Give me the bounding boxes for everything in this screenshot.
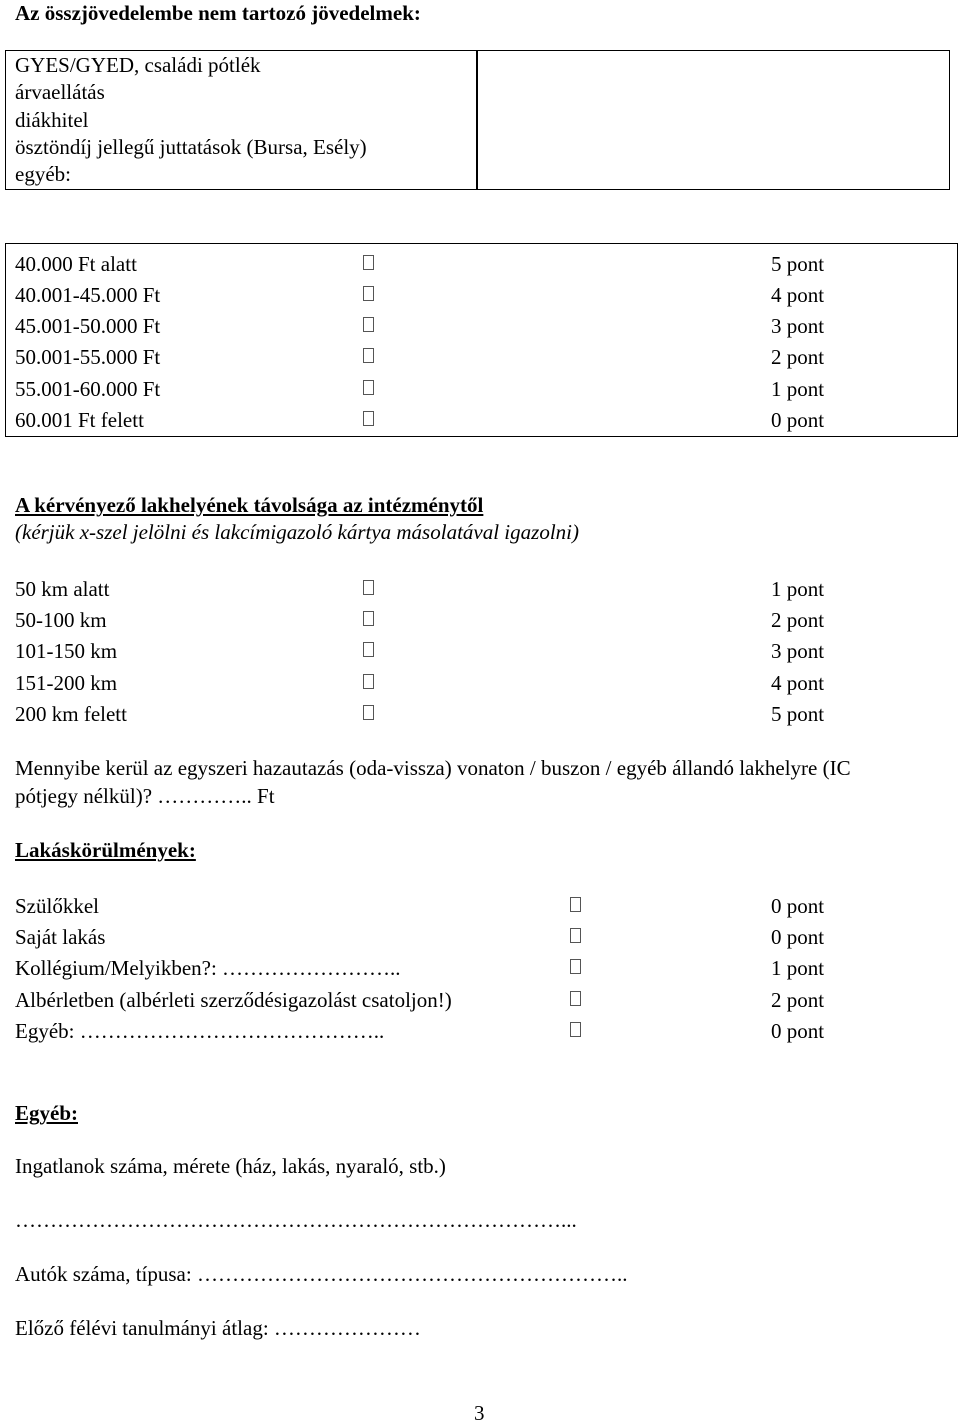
distance-checkbox[interactable]	[363, 580, 374, 595]
gpa-label: Előző félévi tanulmányi átlag: …………………	[15, 1316, 421, 1340]
housing-checkbox[interactable]	[570, 897, 581, 912]
income-bracket-checkbox[interactable]	[363, 348, 374, 363]
housing-option-label: Egyéb: ……………………………………..	[15, 1019, 385, 1043]
property-fill-line: ……………………………………………………………………...	[15, 1208, 577, 1232]
travel-question: Mennyibe kerül az egyszeri hazautazás (oda-vissza) vonaton / buszon / egyéb állandó lakhelyre (IC	[15, 756, 851, 780]
income-bracket-checkbox[interactable]	[363, 286, 374, 301]
distance-checkbox[interactable]	[363, 611, 374, 626]
table-divider	[476, 50, 478, 190]
housing-option-points: 0 pont	[771, 925, 825, 949]
income-bracket-checkbox[interactable]	[363, 411, 374, 426]
income-bracket-label: 50.001-55.000 Ft	[15, 345, 161, 369]
cars-label: Autók száma, típusa: ……………………………………………………..	[15, 1262, 628, 1286]
housing-title: Lakáskörülmények:	[15, 838, 196, 862]
income-bracket-label: 40.001-45.000 Ft	[15, 283, 161, 307]
other-title: Egyéb:	[15, 1101, 78, 1125]
housing-option-label: Saját lakás	[15, 925, 106, 949]
distance-option-points: 1 pont	[771, 577, 825, 601]
income-bracket-points: 5 pont	[771, 252, 825, 276]
excluded-income-item: diákhitel	[15, 108, 89, 132]
distance-option-points: 4 pont	[771, 671, 825, 695]
housing-option-label: Kollégium/Melyikben?: ……………………..	[15, 956, 401, 980]
distance-option-label: 200 km felett	[15, 702, 127, 726]
housing-option-label: Albérletben (albérleti szerződésigazolást csatoljon!)	[15, 988, 452, 1012]
housing-option-label: Szülőkkel	[15, 894, 99, 918]
income-bracket-points: 3 pont	[771, 314, 825, 338]
distance-option-label: 50 km alatt	[15, 577, 110, 601]
housing-option-points: 2 pont	[771, 988, 825, 1012]
income-bracket-label: 55.001-60.000 Ft	[15, 377, 161, 401]
distance-option-label: 50-100 km	[15, 608, 107, 632]
page-number: 3	[474, 1401, 485, 1425]
distance-note: (kérjük x-szel jelölni és lakcímigazoló kártya másolatával igazolni)	[15, 520, 579, 544]
property-label: Ingatlanok száma, mérete (ház, lakás, nyaraló, stb.)	[15, 1154, 446, 1178]
distance-checkbox[interactable]	[363, 642, 374, 657]
housing-checkbox[interactable]	[570, 991, 581, 1006]
distance-option-points: 3 pont	[771, 639, 825, 663]
housing-option-points: 0 pont	[771, 894, 825, 918]
travel-question-cont: pótjegy nélkül)? ………….. Ft	[15, 784, 275, 808]
housing-option-points: 1 pont	[771, 956, 825, 980]
income-bracket-points: 2 pont	[771, 345, 825, 369]
housing-option-points: 0 pont	[771, 1019, 825, 1043]
distance-option-label: 151-200 km	[15, 671, 118, 695]
excluded-income-item: árvaellátás	[15, 80, 105, 104]
distance-option-points: 5 pont	[771, 702, 825, 726]
income-bracket-checkbox[interactable]	[363, 255, 374, 270]
distance-option-points: 2 pont	[771, 608, 825, 632]
income-bracket-points: 1 pont	[771, 377, 825, 401]
distance-option-label: 101-150 km	[15, 639, 118, 663]
excluded-income-item: GYES/GYED, családi pótlék	[15, 53, 261, 77]
income-bracket-label: 45.001-50.000 Ft	[15, 314, 161, 338]
income-bracket-label: 60.001 Ft felett	[15, 408, 144, 432]
excluded-income-item: ösztöndíj jellegű juttatások (Bursa, Esély)	[15, 135, 367, 159]
income-bracket-points: 4 pont	[771, 283, 825, 307]
income-bracket-checkbox[interactable]	[363, 380, 374, 395]
distance-title: A kérvényező lakhelyének távolsága az intézménytől	[15, 493, 484, 517]
distance-checkbox[interactable]	[363, 705, 374, 720]
income-bracket-points: 0 pont	[771, 408, 825, 432]
housing-checkbox[interactable]	[570, 928, 581, 943]
housing-checkbox[interactable]	[570, 959, 581, 974]
income-bracket-checkbox[interactable]	[363, 317, 374, 332]
excluded-income-item: egyéb:	[15, 162, 71, 186]
income-bracket-label: 40.000 Ft alatt	[15, 252, 137, 276]
housing-checkbox[interactable]	[570, 1022, 581, 1037]
section-title: Az összjövedelembe nem tartozó jövedelmek:	[15, 1, 421, 25]
distance-checkbox[interactable]	[363, 674, 374, 689]
